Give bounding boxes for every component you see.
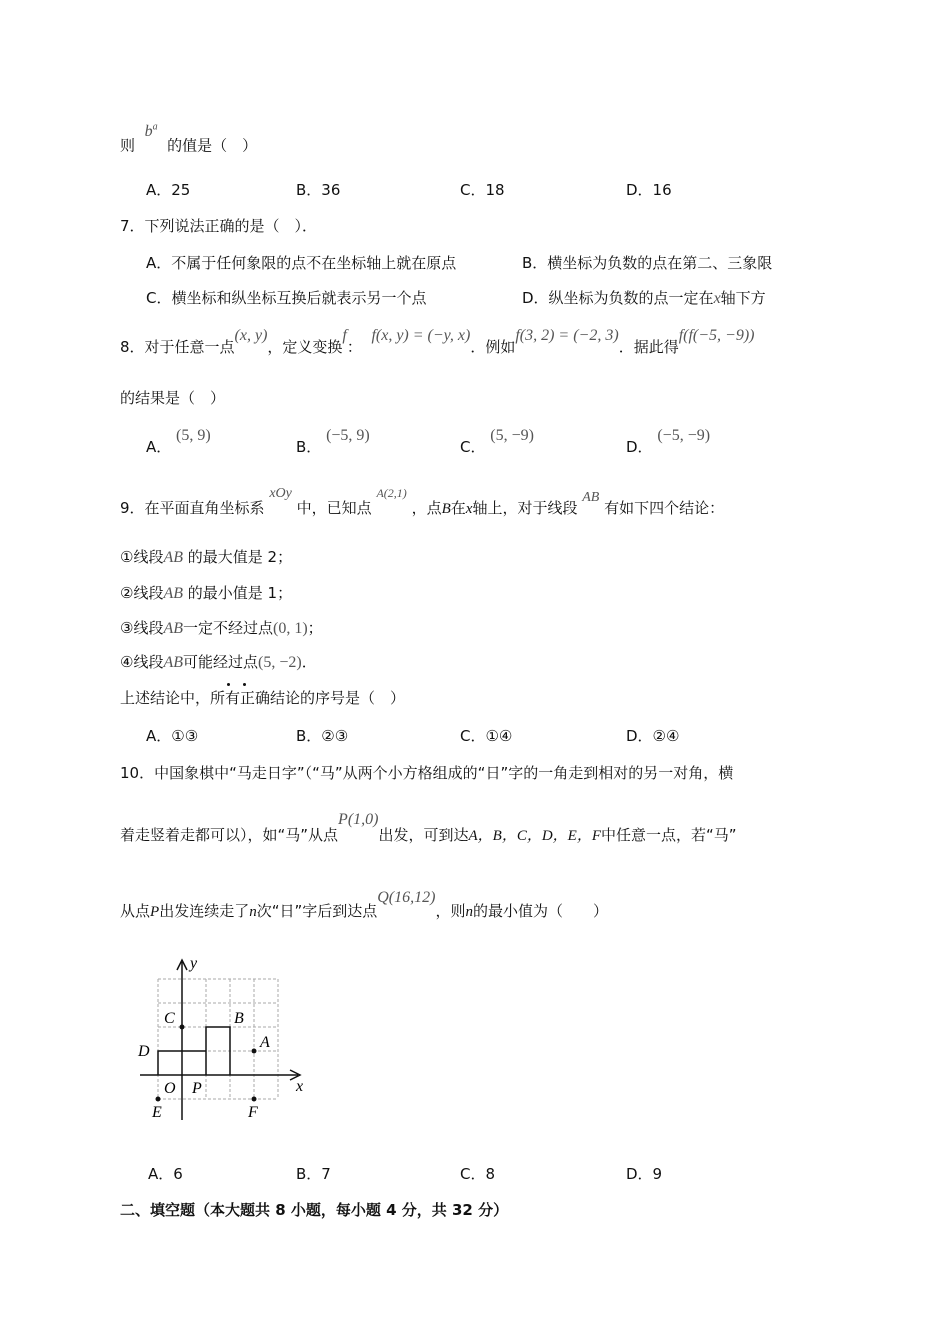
- x-label: x: [296, 1078, 304, 1095]
- y-label: y: [190, 955, 198, 972]
- point-b-label: B: [234, 1010, 244, 1027]
- q6-option-b: B．36: [296, 181, 341, 199]
- q6-option-a: A．25: [146, 181, 191, 199]
- q9-option-a: A．①③: [146, 727, 199, 745]
- q9-option-d: D．②④: [626, 727, 680, 745]
- q8-stem-line2: 的结果是（ ）: [120, 389, 226, 407]
- point-c-label: C: [164, 1010, 175, 1027]
- q8-option-b: B． (−5, 9): [296, 427, 370, 456]
- emphasis-dot: [243, 683, 246, 686]
- q8-stem: 8．对于任意一点(x, y)，定义变换f： f(x, y) = (−y, x)．例如f(3, 2) = (−2, 3)．据此得f(f(−5, −9)): [120, 327, 755, 356]
- q8-option-a: A． (5, 9): [146, 427, 211, 456]
- q10-line3: 从点P出发连续走了n次“日”字后到达点Q(16,12)，则n的最小值为（ ）: [120, 889, 608, 920]
- q9-statement-1: ①线段AB 的最大值是 2；: [120, 548, 293, 566]
- q9-summary: 上述结论中，所有正确结论的序号是（ ）: [120, 689, 406, 707]
- point-f-label: F: [248, 1104, 258, 1121]
- point-a-label: A: [260, 1034, 270, 1051]
- q7-option-b: B．横坐标为负数的点在第二、三象限: [522, 254, 773, 272]
- q10-line1: 10．中国象棋中“马走日字”（“马”从两个小方格组成的“日”字的一角走到相对的另一对角，横: [120, 764, 734, 782]
- q10-option-c: C．8: [460, 1165, 496, 1183]
- point-d-label: D: [138, 1043, 150, 1060]
- q9-option-b: B．②③: [296, 727, 349, 745]
- q10-option-a: A．6: [148, 1165, 183, 1183]
- q7-option-a: A．不属于任何象限的点不在坐标轴上就在原点: [146, 254, 457, 272]
- q7-option-c: C．横坐标和纵坐标互换后就表示另一个点: [146, 289, 427, 307]
- q9-statement-3: ③线段AB一定不经过点(0, 1)；: [120, 619, 323, 637]
- emphasis-dot: [227, 683, 230, 686]
- q6-option-c: C．18: [460, 181, 505, 199]
- q10-option-b: B．7: [296, 1165, 331, 1183]
- section-2-heading: 二、填空题（本大题共 8 小题，每小题 4 分，共 32 分）: [120, 1201, 509, 1219]
- point-e-label: E: [152, 1104, 162, 1121]
- q6-option-d: D．16: [626, 181, 672, 199]
- q8-option-c: C． (5, −9): [460, 427, 534, 456]
- q10-option-d: D．9: [626, 1165, 663, 1183]
- knight-move-figure: [130, 950, 320, 1130]
- q10-line2: 着走竖着走都可以），如“马”从点P(1,0)出发，可到达A，B，C，D，E，F中任意一点，若“马”: [120, 811, 737, 844]
- q7-stem: 7．下列说法正确的是（ ）．: [120, 217, 318, 235]
- point-p-label: P: [192, 1080, 202, 1097]
- q9-option-c: C．①④: [460, 727, 513, 745]
- q8-option-d: D． (−5, −9): [626, 427, 711, 456]
- origin-label: O: [164, 1080, 176, 1097]
- q9-statement-4: ④线段AB可能经过点(5, −2)．: [120, 653, 317, 671]
- q6-stem: 则 $b^a$ 的值是（ ）: [120, 122, 258, 155]
- q7-option-d: D．纵坐标为负数的点一定在x轴下方: [522, 289, 766, 307]
- q9-stem: 9．在平面直角坐标系 xOy 中，已知点 $^{A(2,1)}$ ，点B在x轴上，对于线段 AB 有如下四个结论：: [120, 486, 725, 517]
- q9-statement-2: ②线段AB 的最小值是 1；: [120, 584, 293, 602]
